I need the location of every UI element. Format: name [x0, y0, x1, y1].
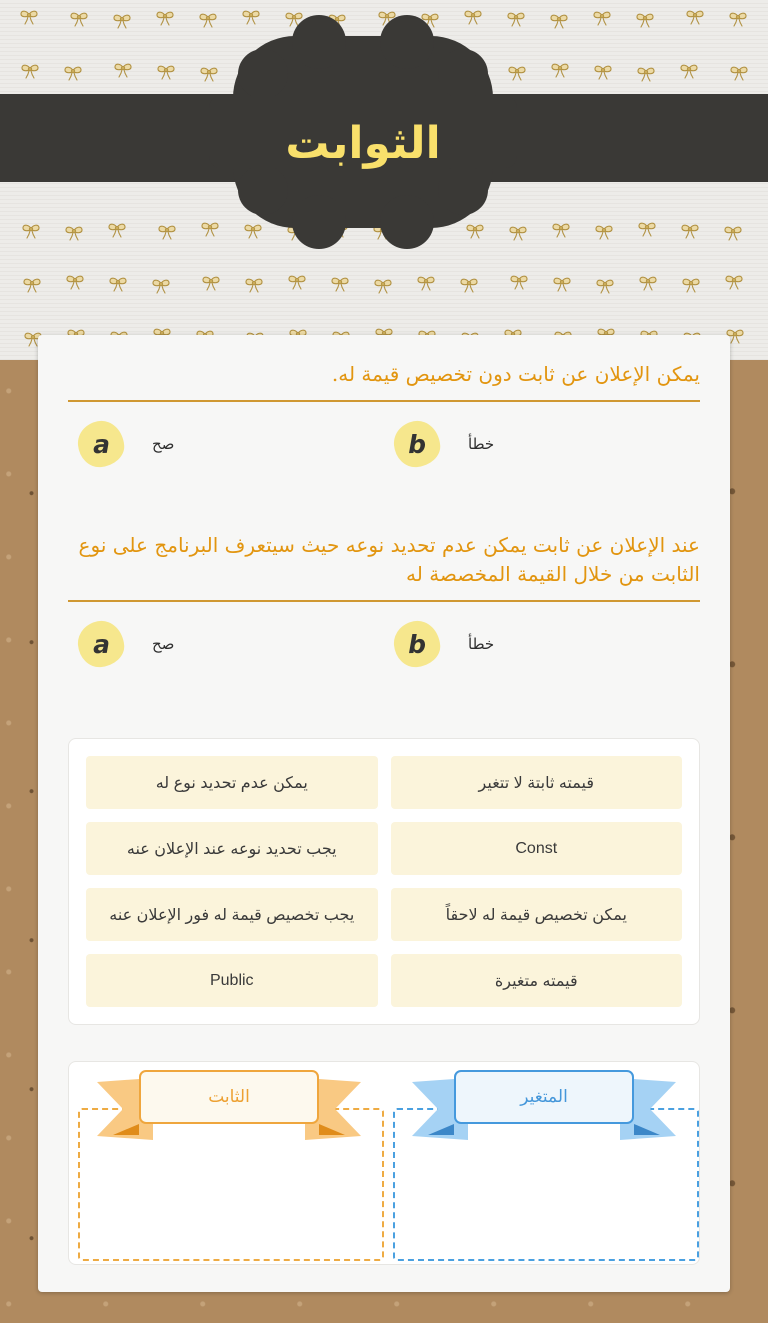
option-letter-badge — [76, 419, 126, 469]
word-tile[interactable]: Const — [391, 822, 683, 875]
bow-icon — [151, 277, 171, 295]
header-pattern-area — [0, 0, 768, 360]
question-text: يمكن الإعلان عن ثابت دون تخصيص قيمة له. — [331, 362, 700, 386]
zone-label-constant: الثابت — [139, 1070, 319, 1124]
bow-icon — [108, 275, 128, 293]
bow-icon — [155, 9, 175, 27]
word-tile[interactable]: قيمته متغيرة — [391, 954, 683, 1007]
bow-icon — [681, 276, 701, 294]
word-tile[interactable]: قيمته ثابتة لا تتغير — [391, 756, 683, 809]
bow-icon — [113, 61, 133, 79]
bow-icon — [635, 11, 655, 29]
question-divider — [68, 400, 700, 402]
bow-icon — [157, 223, 177, 241]
bow-icon — [373, 277, 393, 295]
bow-icon — [679, 62, 699, 80]
bow-icon — [65, 273, 85, 291]
bow-icon — [63, 64, 83, 82]
bow-icon — [550, 61, 570, 79]
word-tile[interactable]: يمكن تخصيص قيمة له لاحقاً — [391, 888, 683, 941]
option-letter: a — [92, 429, 110, 459]
word-tile[interactable]: يجب تحديد نوعه عند الإعلان عنه — [86, 822, 378, 875]
bow-icon — [69, 10, 89, 28]
word-tile[interactable]: يمكن عدم تحديد نوع له — [86, 756, 378, 809]
zone-label-variable: المتغير — [454, 1070, 634, 1124]
answer-option-b[interactable] — [384, 419, 700, 469]
bow-icon — [551, 221, 571, 239]
bow-icon — [592, 9, 612, 27]
bow-icon — [22, 276, 42, 294]
bow-icon — [549, 12, 569, 30]
bow-icon — [20, 62, 40, 80]
answer-option-b[interactable] — [384, 619, 700, 669]
answer-options — [68, 419, 700, 469]
bow-icon — [19, 8, 39, 26]
option-label: خطأ — [468, 435, 495, 453]
bow-icon — [723, 224, 743, 242]
bow-icon — [593, 63, 613, 81]
bow-icon — [330, 275, 350, 293]
option-letter: b — [407, 629, 427, 659]
bow-icon — [552, 275, 572, 293]
bow-icon — [64, 224, 84, 242]
bow-icon — [729, 64, 749, 82]
page-title: الثوابت — [285, 118, 441, 169]
bow-icon — [637, 220, 657, 238]
bow-icon — [509, 273, 529, 291]
bow-icon — [685, 8, 705, 26]
bow-icon — [724, 273, 744, 291]
bow-icon — [638, 274, 658, 292]
option-letter-badge — [392, 419, 442, 469]
title-badge — [203, 6, 523, 258]
ribbon-banner-constant — [95, 1070, 363, 1148]
bow-icon — [680, 222, 700, 240]
option-letter-badge — [76, 619, 126, 669]
answer-option-a[interactable] — [68, 419, 384, 469]
answer-options — [68, 619, 700, 669]
option-label: صح — [152, 635, 175, 653]
bow-icon — [728, 10, 748, 28]
option-letter: a — [92, 629, 110, 659]
word-bank — [68, 738, 700, 1025]
option-letter: b — [407, 429, 427, 459]
answer-option-a[interactable] — [68, 619, 384, 669]
sorting-activity — [68, 1061, 700, 1265]
ribbon-banner-variable — [410, 1070, 678, 1148]
bow-icon — [636, 65, 656, 83]
question-divider — [68, 600, 700, 602]
bow-icon — [287, 273, 307, 291]
bow-icon — [595, 277, 615, 295]
bow-icon — [594, 223, 614, 241]
bow-icon — [21, 222, 41, 240]
question-text: عند الإعلان عن ثابت يمكن عدم تحديد نوعه حيث سيتعرف البرنامج على نوع الثابت من خلال القيمة المخصصة له — [78, 533, 700, 586]
bow-icon — [416, 274, 436, 292]
bow-icon — [112, 12, 132, 30]
bow-icon — [244, 276, 264, 294]
word-tile[interactable]: Public — [86, 954, 378, 1007]
worksheet-card — [38, 335, 730, 1292]
bow-icon — [156, 63, 176, 81]
option-label: خطأ — [468, 635, 495, 653]
bow-icon — [107, 221, 127, 239]
bow-icon — [459, 276, 479, 294]
option-letter-badge — [392, 619, 442, 669]
bow-icon — [201, 274, 221, 292]
option-label: صح — [152, 435, 175, 453]
word-tile[interactable]: يجب تخصيص قيمة له فور الإعلان عنه — [86, 888, 378, 941]
